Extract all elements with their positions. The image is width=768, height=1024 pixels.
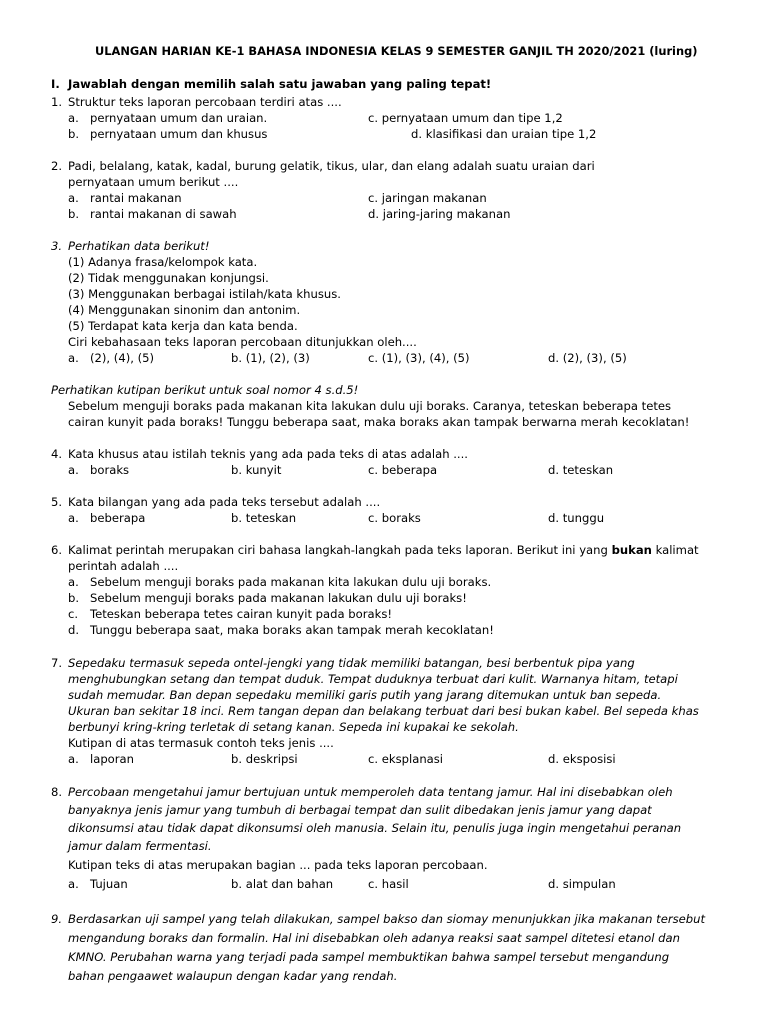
- q1-option-c: c. pernyataan umum dan tipe 1,2: [368, 111, 563, 125]
- q8-passage-line: Percobaan mengetahui jamur bertujuan untuk memperoleh data tentang jamur. Hal ini disebabkan oleh: [68, 785, 673, 799]
- q7-passage-line: Sepedaku termasuk sepeda ontel-jengki yang tidak memiliki batangan, besi berbentuk pipa yang: [68, 656, 635, 670]
- q7-option-b: b. deskripsi: [231, 752, 298, 766]
- q7-option-a-letter: a.: [68, 752, 79, 766]
- q4-option-d: d. teteskan: [548, 463, 614, 477]
- q8-passage-line: banyaknya jenis jamur yang tumbuh di berbagai tempat dan sulit dibedakan jenis jamur yang dapat: [68, 803, 652, 817]
- q8-passage-line: dikonsumsi atau tidak dapat dikonsumsi oleh manusia. Selain itu, penulis juga ingin mengetahui peranan: [68, 821, 682, 835]
- q3-option-a: (2), (4), (5): [90, 351, 155, 365]
- q5-number: 5.: [51, 495, 63, 509]
- q8-passage-line: jamur dalam fermentasi.: [68, 839, 212, 853]
- q2-number: 2.: [51, 159, 63, 173]
- q6-option-c-letter: c.: [68, 607, 79, 621]
- q6-question-line2: perintah adalah ....: [68, 559, 179, 573]
- q6-text-pre: Kalimat perintah merupakan ciri bahasa langkah-langkah pada teks laporan. Berikut ini yang: [68, 543, 612, 557]
- q6-number: 6.: [51, 543, 63, 557]
- q2-option-b-letter: b.: [68, 207, 80, 221]
- q4-option-b: b. kunyit: [231, 463, 282, 477]
- q6-option-d: Tunggu beberapa saat, maka boraks akan tampak merah kecoklatan!: [90, 623, 494, 637]
- q5-question: Kata bilangan yang ada pada teks tersebut adalah ....: [68, 495, 381, 509]
- q6-emphasis: bukan: [611, 543, 652, 557]
- q5-option-c: c. boraks: [368, 511, 421, 525]
- q8-question: Kutipan teks di atas merupakan bagian ... pada teks laporan percobaan.: [68, 858, 488, 872]
- q6-question-line1: [68, 543, 699, 558]
- q6-option-b-letter: b.: [68, 591, 80, 605]
- q6-option-c: Teteskan beberapa tetes cairan kunyit pada boraks!: [90, 607, 393, 621]
- q1-option-b: pernyataan umum dan khusus: [90, 127, 268, 141]
- q3-option-d: d. (2), (3), (5): [548, 351, 627, 365]
- q7-passage-line: berbunyi kring-kring terletak di setang kanan. Sepeda ini kupakai ke sekolah.: [68, 720, 519, 734]
- q3-option-b: b. (1), (2), (3): [231, 351, 310, 365]
- q7-option-c: c. eksplanasi: [368, 752, 444, 766]
- passage-line: Sebelum menguji boraks pada makanan kita lakukan dulu uji boraks. Caranya, teteskan beberapa tetes: [68, 399, 672, 413]
- q1-question: Struktur teks laporan percobaan terdiri atas ....: [68, 95, 342, 109]
- q7-question: Kutipan di atas termasuk contoh teks jenis ....: [68, 736, 334, 750]
- q3-option-c: c. (1), (3), (4), (5): [368, 351, 470, 365]
- q8-number: 8.: [51, 785, 63, 799]
- q1-option-a-letter: a.: [68, 111, 79, 125]
- q8-option-c: c. hasil: [368, 877, 409, 891]
- q2-option-c: c. jaringan makanan: [368, 191, 487, 205]
- q9-passage-line: mengandung boraks dan formalin. Hal ini disebabkan oleh adanya reaksi saat sampel ditetesi etanol dan: [68, 931, 680, 945]
- q7-passage-line: Ukuran ban sekitar 18 inci. Rem tangan depan dan belakang terbuat dari besi bukan kabel. Bel sepeda khas: [68, 704, 699, 718]
- q7-passage-line: menghubungkan setang dan tempat duduk. Tempat duduknya terbuat dari kulit. Warnanya hitam, tetapi: [68, 672, 678, 686]
- q9-passage-line: KMNO. Perubahan warna yang terjadi pada sampel membuktikan bahwa sampel tersebut mengandung: [68, 950, 670, 964]
- q4-option-a: boraks: [90, 463, 130, 477]
- q8-option-d: d. simpulan: [548, 877, 616, 891]
- q5-option-d: d. tunggu: [548, 511, 605, 525]
- q6-option-a: Sebelum menguji boraks pada makanan kita lakukan dulu uji boraks.: [90, 575, 492, 589]
- q3-data-item: (5) Terdapat kata kerja dan kata benda.: [68, 319, 298, 333]
- q3-data-item: (4) Menggunakan sinonim dan antonim.: [68, 303, 301, 317]
- q4-option-a-letter: a.: [68, 463, 79, 477]
- q7-number: 7.: [51, 656, 63, 670]
- q4-option-c: c. beberapa: [368, 463, 438, 477]
- exam-title: ULANGAN HARIAN KE-1 BAHASA INDONESIA KELAS 9 SEMESTER GANJIL TH 2020/2021 (luring): [95, 44, 698, 58]
- q4-question: Kata khusus atau istilah teknis yang ada pada teks di atas adalah ....: [68, 447, 468, 461]
- q2-question-line2: pernyataan umum berikut ....: [68, 175, 239, 189]
- q3-data-item: (3) Menggunakan berbagai istilah/kata khusus.: [68, 287, 341, 301]
- q1-number: 1.: [51, 95, 63, 109]
- q5-option-a-letter: a.: [68, 511, 79, 525]
- q8-option-a-letter: a.: [68, 877, 79, 891]
- q8-option-b: b. alat dan bahan: [231, 877, 334, 891]
- passage-line: cairan kunyit pada boraks! Tunggu beberapa saat, maka boraks akan tampak berwarna merah kecoklatan!: [68, 415, 690, 429]
- q9-passage-line: Berdasarkan uji sampel yang telah dilakukan, sampel bakso dan siomay menunjukkan jika makanan tersebut: [68, 912, 706, 926]
- q6-text-post: kalimat: [651, 543, 699, 557]
- q3-option-a-letter: a.: [68, 351, 79, 365]
- passage-intro: Perhatikan kutipan berikut untuk soal nomor 4 s.d.5!: [51, 383, 359, 397]
- q7-passage-line: sudah memudar. Ban depan sepedaku memiliki garis putih yang jarang ditemukan untuk ban sepeda.: [68, 688, 662, 702]
- q2-option-b: rantai makanan di sawah: [90, 207, 237, 221]
- q6-option-a-letter: a.: [68, 575, 79, 589]
- section-instruction: Jawablah dengan memilih salah satu jawaban yang paling tepat!: [68, 77, 492, 91]
- q2-option-a: rantai makanan: [90, 191, 182, 205]
- q7-option-d: d. eksposisi: [548, 752, 616, 766]
- q5-option-b: b. teteskan: [231, 511, 297, 525]
- section-number: I.: [51, 77, 60, 91]
- q2-question-line1: Padi, belalang, katak, kadal, burung gelatik, tikus, ular, dan elang adalah suatu uraian dari: [68, 159, 595, 173]
- q8-option-a: Tujuan: [90, 877, 128, 891]
- q6-option-d-letter: d.: [68, 623, 80, 637]
- q3-sub-question: Ciri kebahasaan teks laporan percobaan ditunjukkan oleh....: [68, 335, 417, 349]
- q1-option-a: pernyataan umum dan uraian.: [90, 111, 268, 125]
- q3-data-item: (2) Tidak menggunakan konjungsi.: [68, 271, 269, 285]
- q3-number: 3.: [51, 239, 63, 253]
- q4-number: 4.: [51, 447, 63, 461]
- q5-option-a: beberapa: [90, 511, 146, 525]
- q1-option-b-letter: b.: [68, 127, 80, 141]
- q9-passage-line: bahan pengaawet walaupun dengan kadar yang rendah.: [68, 969, 398, 983]
- q9-number: 9.: [51, 912, 63, 926]
- q2-option-d: d. jaring-jaring makanan: [368, 207, 511, 221]
- q1-option-d: d. klasifikasi dan uraian tipe 1,2: [411, 127, 597, 141]
- q6-option-b: Sebelum menguji boraks pada makanan lakukan dulu uji boraks!: [90, 591, 467, 605]
- q3-question: Perhatikan data berikut!: [68, 239, 210, 253]
- q2-option-a-letter: a.: [68, 191, 79, 205]
- q7-option-a: laporan: [90, 752, 134, 766]
- q3-data-item: (1) Adanya frasa/kelompok kata.: [68, 255, 258, 269]
